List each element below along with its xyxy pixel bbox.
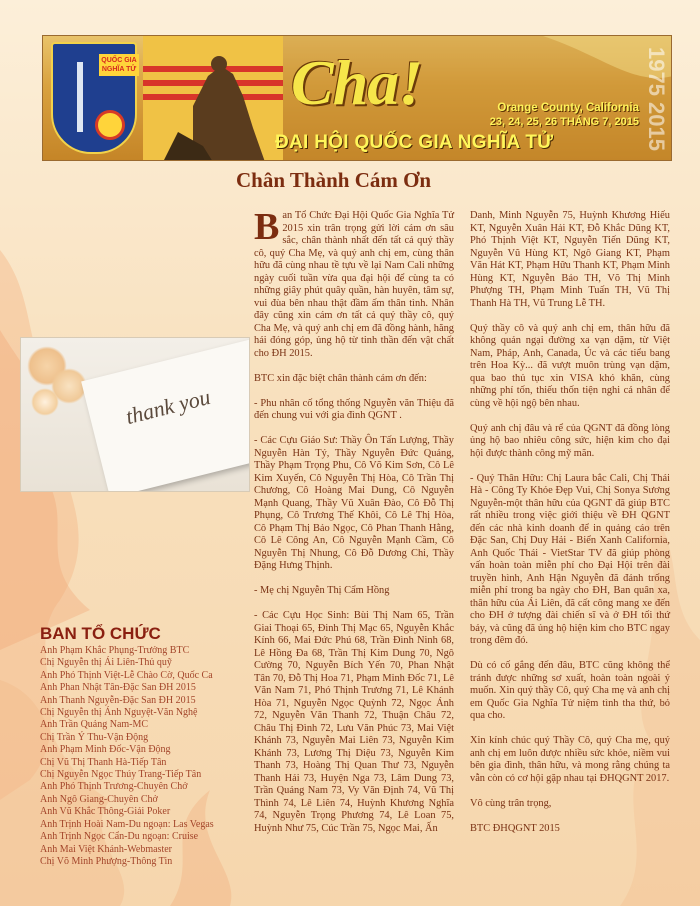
committee-member: Chị Nguyễn thị Ái Liên-Thủ quỹ: [40, 657, 172, 669]
committee-member: Anh Ngô Giang-Chuyên Chở: [40, 793, 158, 805]
article-paragraph: - Các Cựu Học Sinh: Bùi Thị Nam 65, Trần Giai Thoại 65, Đinh Thị Mạc 65, Nguyễn Khắc Kính 66, Mai Đức Phú 68, Trần Đình Ninh 68, Lê Hồng Đa 68, Trần Thị Kim Dung 70, Ngô Cường 70, Nguyễn Bích Yến 70, Phan Nhật Tân 70, Đỗ Thị Hoa 71, Phạm Minh Đốc 71, Lê Văn Nam 71, Phó Thịnh Trương 71, Lê Khánh Hòa 71, Nguyễn Ngọc Quỳnh 72, Ngọc Ánh 72, Nguyễn Văn Thanh 72, Thuận Châu 72, Châu Thị Đình 72, Lưu Văn Phúc 73, Mai Việt Khánh 73, Nguyễn Mai Liên 73, Nguyễn Kim Khánh 73, Lương Thị Diệu 73, Nguyễn Kim Thanh 73, Hoàng Thị Quan Thư 73, Nguyễn Thanh Hải 73, Huyện Nga 73, Lâm Dung 73, Trần Quảng Nam 73, Vy Văn Định 74, Vũ Thị Thình 74, Lê Liên 74, Huỳnh Khương Nghĩa 74, Nguyễn Trọng Phương 74, Lê Loan 75, Huỳnh Như 75, Cúc Trần 75, Ngọc Mai, Ấn: [254, 610, 454, 834]
committee-member: Anh Trịnh Ngọc Cẩn-Du ngoạn: Cruise: [40, 831, 199, 843]
header-banner: [42, 35, 672, 161]
article-paragraph: Dù có cố gắng đến đâu, BTC cũng không thể tránh được những sơ xuất, hoàn toàn ngoài ý muốn. Xin quý thầy Cô, quý Cha mẹ và anh chị em Quốc Gia Nghĩa Tử niệm tình tha thứ, bỏ qua cho.: [470, 660, 670, 721]
committee-member: Chị Trần Ý Thu-Vận Động: [40, 731, 149, 743]
committee-member: Anh Vũ Khắc Thông-Giải Poker: [40, 806, 171, 818]
committee-member: Anh Thanh Nguyễn-Đặc San ĐH 2015: [40, 694, 196, 706]
committee-member: Anh Phó Thịnh Trương-Chuyên Chở: [40, 781, 188, 793]
banner-headline: Cha!: [291, 47, 423, 118]
article-paragraph: Vô cùng trân trọng,: [470, 797, 552, 809]
article-signature: BTC ĐHQGNT 2015: [470, 822, 560, 834]
article-paragraph: - Mẹ chị Nguyễn Thị Cẩm Hồng: [254, 585, 390, 596]
article-paragraph: Ban Tổ Chức Đại Hội Quốc Gia Nghĩa Tử 2015 xin trân trọng gửi lời cám ơn sâu sắc, chân thành nhất đến tất cả quý thầy cô, quý Cha Mẹ, và quý anh chị em, cùng thân hữu đã cùng nhau tề tựu về lại Nam Cali những ngày cuối tuần vừa qua đại hội để cùng ta có những giây phút quây quần, hàn huyên, tâm sự, vui đùa bên nhau thật đầm ấm thân tình. Nhân đây cũng xin cám ơn tất cả quý thầy cô, quý Cha Mẹ, và quý anh chị em đã đồng hành, hăng hái đóng góp, ủng hộ từ tinh thần đến vật chất cho ĐH 2015.: [254, 206, 454, 359]
event-name: ĐẠI HỘI QUỐC GIA NGHĨA TỬ: [275, 132, 554, 153]
drop-cap: B: [254, 206, 280, 248]
committee-member: Chị Võ Minh Phượng-Thông Tin: [40, 855, 173, 867]
committee-member: Anh Trịnh Hoài Nam-Du ngoạn: Las Vegas: [40, 818, 214, 830]
card-caption: thank you: [123, 383, 213, 430]
article-paragraph: Xin kính chúc quý Thầy Cô, quý Cha mẹ, quý anh chị em luôn được nhiều sức khỏe, niềm vui bên gia đình, thân hữu, và mong rằng chúng ta vẫn còn có cơ hội gặp nhau tại ĐHQGNT 2017.: [470, 735, 670, 784]
thank-you-card-image: [20, 337, 250, 492]
article-paragraph: Quý thầy cô và quý anh chị em, thân hữu đã không quản ngại đường xa vạn dặm, từ Việt Nam, Pháp, Anh, Canada, Úc và các tiểu bang trên Hoa Kỳ... đã vượt muôn trùng vạn dặm, qua bao thủ tục xin VISA khó khăn, cùng những phí tốn, thiếu thốn tiện nghi cá nhân để cùng về hội ngộ bên nhau.: [470, 322, 670, 409]
event-dates: 23, 24, 25, 26 THÁNG 7, 2015: [489, 116, 639, 128]
committee-member: Anh Phạm Khắc Phụng-Trưởng BTC: [40, 645, 190, 656]
article-paragraph: Danh, Minh Nguyễn 75, Huỳnh Khương Hiếu KT, Nguyễn Xuân Hải KT, Đỗ Khắc Dũng KT, Phó Thịnh Việt KT, Nguyễn Tiến Dũng KT, Nguyễn Vũ Hùng KT, Ngô Giang KT, Phạm Văn Hát KT, Phạm Hữu Thanh KT, Phạm Minh Hùng KT, Nguyễn Bảo TH, Võ Thị Minh Phượng TH, Phạm Minh Tuấn TH, Vũ Thị Thanh Hà TH, Vũ Trung Lễ TH.: [470, 210, 670, 309]
committee-member: Chị Nguyễn Ngọc Thúy Trang-Tiếp Tân: [40, 769, 202, 781]
organization-logo: [51, 42, 137, 154]
logo-label: QUỐC GIA NGHĨA TỬ: [99, 54, 139, 76]
committee-heading: BAN TỔ CHỨC: [40, 624, 161, 643]
flower-decoration: [31, 388, 59, 416]
committee-member: Chị Vũ Thị Thanh Hà-Tiếp Tân: [40, 756, 167, 768]
anniversary-years: 1975 2015: [644, 47, 669, 151]
article-column-1: [254, 206, 454, 848]
article-paragraph: - Các Cựu Giáo Sư: Thầy Ôn Tấn Lượng, Thầy Nguyễn Hàn Tý, Thầy Nguyễn Đức Quảng, Thầy Phạm Trọng Phu, Cô Võ Kim Sơn, Cô Lê Kim Xuyến, Cô Nguyễn Thị Hòa, Cô Trần Thị Chương, Cô Hoàng Mai Dung, Cô Nguyễn Mạnh Quang, Thầy Vũ Xuân Đào, Cô Đỗ Thị Phụng, Cô Trương Thế Khôi, Cô Lê Thị Hòa, Cô Phạm Thị Bảo Ngọc, Cô Phan Thanh Hằng, Cô Lê Công An, Cô Nguyễn Mạnh Cầm, Cô Nguyễn Thị Nhung, Cô Đỗ Dương Chi, Thầy Đặng Hưng Thịnh.: [254, 435, 454, 571]
article-paragraph: - Quý Thân Hữu: Chị Laura bắc Cali, Chị Thái Hà - Công Ty Khỏe Đẹp Vui, Chị Sonya Sương Nguyễn-một thân hữu của QGNT đã giúp BTC rất nhiều trong việc giới thiệu về ĐH QGNT đến các nhà kinh doanh để in quảng cáo trên Đặc San, Chị Duy Hải - Biển Xanh California, Anh Quốc Thái - VietStar TV đã giúp phòng vấn hoàn toàn miễn phí cho Đại Hội trên đài truyền hình, Anh Hận Nguyễn đã đảnh trống miễn phí trong ba ngày cho ĐH, Ban quân xa, thân hữu của Ái Liên, đã cất công mang xe đến cho ĐH ở tượng đài chiến sĩ và ở ĐH tối thứ bảy, và cũng đã ủng hộ hiện kim cho BTC ngay trong đêm đó.: [470, 472, 670, 646]
committee-member: Anh Phan Nhật Tân-Đặc San ĐH 2015: [40, 682, 196, 694]
event-location: Orange County, California: [497, 102, 639, 114]
page-title: Chân Thành Cám Ơn: [236, 168, 432, 192]
flower-icon: [95, 110, 125, 140]
committee-member: Anh Mai Việt Khánh-Webmaster: [40, 843, 172, 855]
article-paragraph: Quý anh chị đâu và rể của QGNT đã đồng lòng ủng hộ bao nhiêu công sức, hiện kim cho đại hội được thành công mỹ mãn.: [470, 422, 670, 459]
article-paragraph: BTC xin đặc biệt chân thành cám ơn đến:: [254, 372, 427, 384]
committee-member: Anh Trần Quảng Nam-MC: [40, 719, 149, 731]
committee-member: Chị Nguyễn thị Ánh Nguyệt-Văn Nghệ: [40, 707, 198, 719]
committee-member: Anh Phạm Minh Đốc-Vận Động: [40, 744, 171, 756]
sword-icon: [77, 62, 83, 132]
committee-member: Anh Phó Thịnh Việt-Lễ Chào Cờ, Quốc Ca: [40, 669, 213, 681]
committee-list: [40, 645, 252, 868]
article-column-2: [470, 210, 670, 848]
article-paragraph: - Phu nhân cố tổng thống Nguyễn văn Thiệu đã đến chung vui với gia đình QGNT .: [254, 397, 454, 421]
